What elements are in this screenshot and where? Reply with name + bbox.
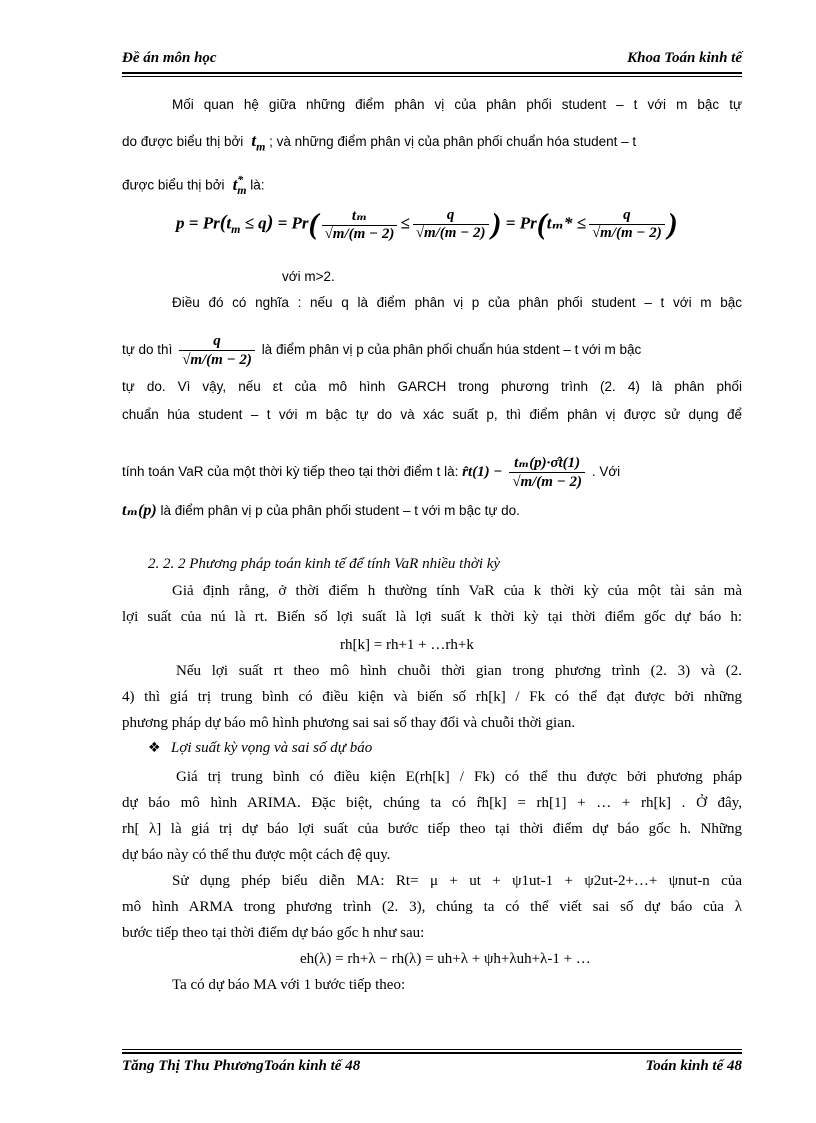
footer-rule: [122, 1049, 742, 1054]
para6-line1: Sử dụng phép biểu diễn MA: Rt= μ + ut + ψ1ut-1 + ψ2ut-2+…+ ψnut-n của: [172, 873, 742, 889]
page-header: [122, 50, 742, 70]
para2-line2: tự do thì $\frac{q}{√m/(m - 2)}$ là điểm phân vị p của phân phối chuẩn húa stdent – t với m bậc: [122, 333, 642, 368]
para1-line3: được biểu thị bởi $t^*_m$ là:: [122, 172, 265, 198]
para5-line1: Giá trị trung bình có điều kiện E(rh[k] / Fk) có thể thu được bởi phương pháp: [176, 769, 742, 785]
bullet-heading: ❖ Lợi suất kỳ vọng và sai số dự báo: [148, 740, 373, 756]
quantile-fraction: $\frac{q}{√m/(m - 2)}$: [179, 332, 255, 369]
para2-line6: tₘ(p) là điểm phân vị p của phân phối student – t với m bậc tự do.: [122, 502, 520, 519]
para2-line5: tính toán VaR của một thời kỳ tiếp theo tại thời điểm t là: r̂t(1) − $\frac{\text{tₘ(p)·σ̂t(1)}}{√m/(m - 2)}$ . Với: [122, 455, 621, 490]
tm-star-symbol: $t^*_m$: [228, 172, 247, 198]
tm-p-symbol: tₘ(p): [122, 502, 157, 519]
para6-line2: mô hình ARMA trong phương trình (2. 3), chúng ta có thể viết sai số dự báo của λ: [122, 899, 742, 915]
section-heading: 2. 2. 2 Phương pháp toán kinh tế để tính VaR nhiều thời kỳ: [148, 556, 501, 572]
para2-line3: tự do. Vì vậy, nếu εt của mô hình GARCH trong phương trình (2. 4) là phân phối: [122, 379, 742, 394]
para4-line1: Nếu lợi suất rt theo mô hình chuỗi thời gian trong phương trình (2. 3) và (2.: [176, 663, 742, 679]
para4-line3: phương pháp dự báo mô hình phương sai sai số thay đổi và chuỗi thời gian.: [122, 715, 576, 731]
para6-line3: bước tiếp theo tại thời điểm dự báo gốc h như sau:: [122, 925, 425, 941]
page-footer: [122, 1058, 742, 1078]
footer-left: Tăng Thị Thu PhươngToán kinh tế 48: [122, 1058, 361, 1074]
footer-right: Toán kinh tế 48: [645, 1058, 742, 1074]
header-rule: [122, 72, 742, 77]
tm-symbol: $t_m$: [247, 131, 266, 154]
para3-line1: Giả định rằng, ở thời điểm h thường tính VaR của k thời kỳ của một tài sản mà: [172, 583, 742, 599]
para1-line1: Mối quan hệ giữa những điểm phân vị của phân phối student – t với m bậc tự: [172, 97, 742, 112]
para5-line3: rh[ λ] là giá trị dự báo lợi suất của bước tiếp theo tại thời điểm dự báo gốc h. Những: [122, 821, 742, 837]
formula-student-t: $p = Pr(t_m \le q) = Pr$( $\frac{\text{tₘ}}{√m/(m - 2)}$ ≤ $\frac{q}{√m/(m - 2)}$ ) = Pr(tₘ* ≤ $\frac{q}{√m/(m - 2)}$ ): [176, 207, 678, 242]
para5-line2: dự báo mô hình ARIMA. Đặc biệt, chúng ta có r̂h[k] = rh[1] + … + rh[k] . Ở đây,: [122, 795, 742, 811]
para2-line1: Điều đó có nghĩa : nếu q là điểm phân vị p của phân phối student – t với m bậc: [172, 295, 742, 310]
header-right: Khoa Toán kinh tế: [627, 50, 742, 66]
para6-equation: eh(λ) = rh+λ − rh(λ) = uh+λ + ψh+λuh+λ-1 + …: [300, 951, 591, 967]
para3-equation: rh[k] = rh+1 + …rh+k: [340, 637, 474, 653]
header-left: Đề án môn học: [122, 50, 217, 66]
para2-line4: chuẩn húa student – t với m bậc tự do và xác suất p, thì điểm phân vị được sử dụng để: [122, 407, 742, 422]
para6-line4: Ta có dự báo MA với 1 bước tiếp theo:: [172, 977, 406, 993]
para4-line2: 4) thì giá trị trung bình có điều kiện và biến số rh[k] / Fk có thể đạt được bởi những: [122, 689, 742, 705]
diamond-bullet-icon: ❖: [148, 740, 161, 756]
para3-line2: lợi suất của nú là rt. Biến số lợi suất là lợi suất k thời kỳ tại thời điểm gốc dự báo h:: [122, 609, 742, 625]
var-expression: r̂t(1) − $\frac{\text{tₘ(p)·σ̂t(1)}}{√m/(m - 2)}$: [462, 464, 592, 480]
para1-line2: do được biểu thị bởi $t_m$ ; và những điểm phân vị của phân phối chuẩn hóa student – t: [122, 131, 637, 154]
formula-condition: với m>2.: [282, 269, 335, 284]
para5-line4: dự báo này có thể thu được một cách đệ quy.: [122, 847, 391, 863]
